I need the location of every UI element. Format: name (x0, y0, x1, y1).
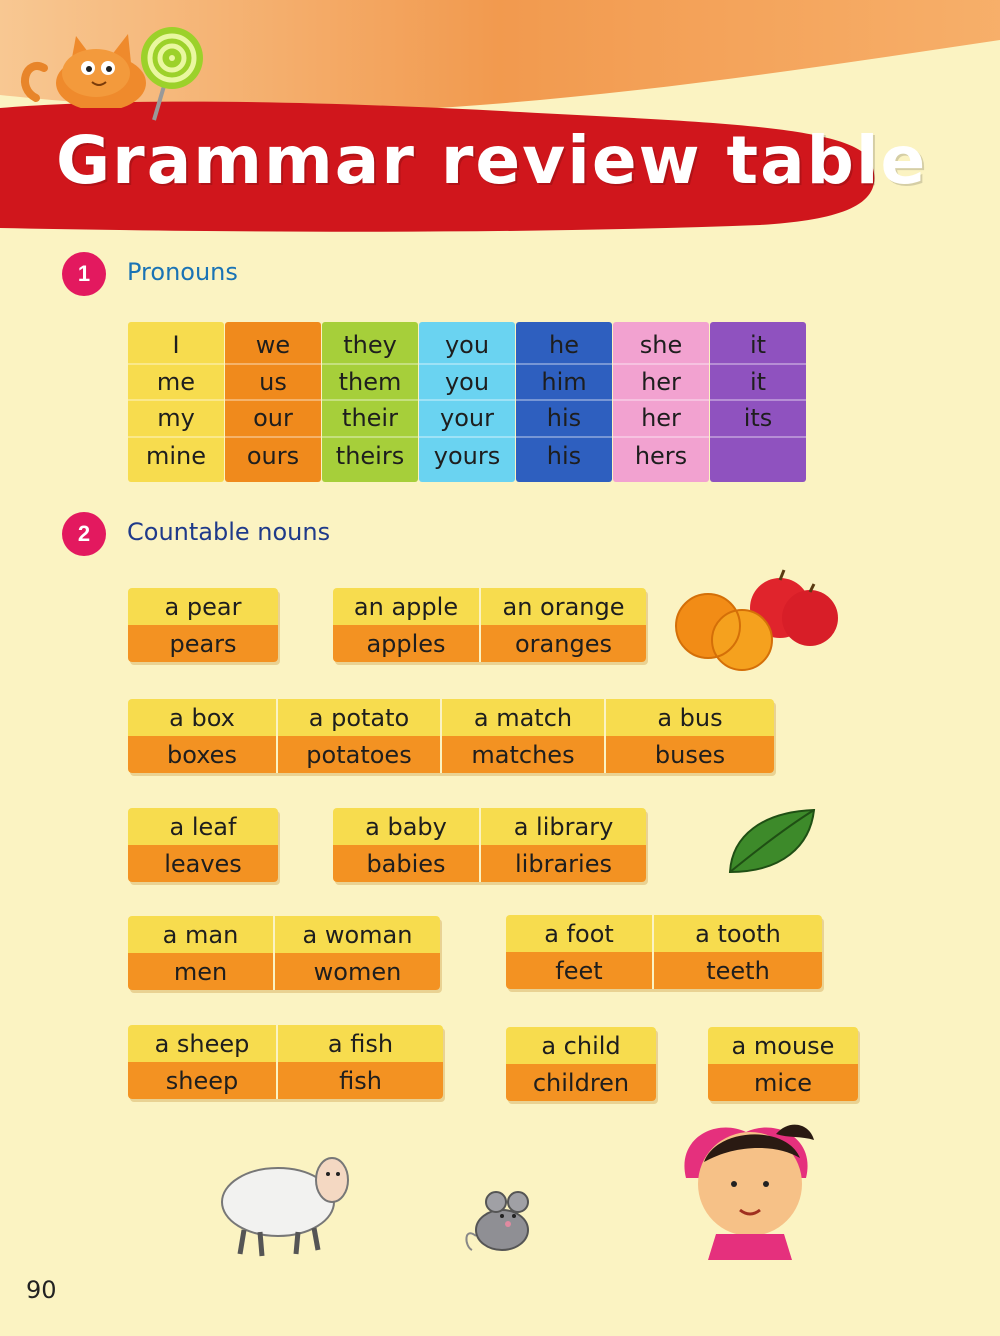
singular-noun: a match (442, 699, 604, 736)
noun-pair (506, 915, 654, 989)
noun-group (506, 1027, 656, 1101)
pronoun-cell: me (128, 365, 224, 402)
pronoun-column (516, 322, 612, 482)
pronoun-column (710, 322, 806, 482)
pronoun-cell: his (546, 441, 582, 470)
pronoun-cell: us (225, 365, 321, 402)
pronoun-cell: it (710, 365, 806, 402)
singular-noun: a box (128, 699, 276, 736)
leaf-illustration (722, 806, 818, 876)
noun-pair (606, 699, 774, 773)
noun-pair (708, 1027, 858, 1101)
plural-noun: matches (442, 736, 604, 773)
section-title-pronouns: Pronouns (127, 258, 238, 286)
singular-noun: a child (506, 1027, 656, 1064)
noun-group (128, 808, 278, 882)
noun-group (128, 699, 774, 773)
plural-noun: potatoes (278, 736, 440, 773)
pronoun-cell: her (613, 401, 709, 438)
pronoun-cell: she (613, 328, 709, 365)
noun-group (708, 1027, 858, 1101)
pronoun-cell: they (322, 328, 418, 365)
singular-noun: a leaf (128, 808, 278, 845)
plural-noun: oranges (481, 625, 646, 662)
page-title: Grammar review table (56, 122, 928, 199)
singular-noun: a mouse (708, 1027, 858, 1064)
singular-noun: a woman (275, 916, 440, 953)
section-number-badge: 2 (62, 512, 106, 556)
pronoun-cell: it (710, 328, 806, 365)
plural-noun: fish (278, 1062, 443, 1099)
noun-pair (481, 808, 646, 882)
pronoun-column (225, 322, 321, 482)
pronoun-cell: his (516, 401, 612, 438)
plural-noun: children (506, 1064, 656, 1101)
pronoun-cell: mine (145, 441, 207, 470)
pronoun-cell: we (225, 328, 321, 365)
plural-noun: babies (333, 845, 479, 882)
singular-noun: an apple (333, 588, 479, 625)
pronoun-cell: its (710, 401, 806, 438)
section-title-countable-nouns: Countable nouns (127, 518, 331, 546)
plural-noun: mice (708, 1064, 858, 1101)
plural-noun: libraries (481, 845, 646, 882)
noun-pair (442, 699, 606, 773)
noun-pair (278, 1025, 443, 1099)
child-illustration (676, 1118, 822, 1260)
noun-group (506, 915, 822, 989)
pronoun-cell: theirs (335, 441, 405, 470)
singular-noun: a baby (333, 808, 479, 845)
noun-pair (278, 699, 442, 773)
pronoun-cell (710, 438, 806, 475)
plural-noun: boxes (128, 736, 276, 773)
singular-noun: a sheep (128, 1025, 276, 1062)
noun-pair (333, 588, 481, 662)
singular-noun: a fish (278, 1025, 443, 1062)
pronoun-cell: yours (433, 441, 501, 470)
singular-noun: a pear (128, 588, 278, 625)
noun-pair (654, 915, 822, 989)
singular-noun: a foot (506, 915, 652, 952)
pronoun-column (322, 322, 418, 482)
singular-noun: an orange (481, 588, 646, 625)
plural-noun: buses (606, 736, 774, 773)
pronoun-cell: I (128, 328, 224, 365)
pronoun-cell: my (128, 401, 224, 438)
noun-group (333, 808, 646, 882)
lollipop-icon (136, 26, 208, 122)
pronoun-cell: he (516, 328, 612, 365)
pronoun-cell: their (322, 401, 418, 438)
section-number-badge: 1 (62, 252, 106, 296)
noun-group (128, 916, 440, 990)
plural-noun: sheep (128, 1062, 276, 1099)
singular-noun: a tooth (654, 915, 822, 952)
noun-group (128, 1025, 443, 1099)
noun-pair (275, 916, 440, 990)
pronoun-cell: them (322, 365, 418, 402)
singular-noun: a library (481, 808, 646, 845)
noun-pair (128, 699, 278, 773)
plural-noun: teeth (654, 952, 822, 989)
page-number: 90 (26, 1276, 57, 1304)
pronoun-column (419, 322, 515, 482)
noun-pair (128, 808, 278, 882)
cat-icon (16, 28, 146, 108)
noun-pair (481, 588, 646, 662)
pronoun-column (128, 322, 224, 482)
pronoun-cell: ours (246, 441, 300, 470)
plural-noun: pears (128, 625, 278, 662)
pronoun-table (128, 322, 807, 482)
singular-noun: a bus (606, 699, 774, 736)
noun-pair (128, 1025, 278, 1099)
pronoun-cell: you (419, 328, 515, 365)
pronoun-cell: our (225, 401, 321, 438)
mouse-illustration (462, 1186, 552, 1256)
sheep-illustration (210, 1144, 360, 1260)
plural-noun: women (275, 953, 440, 990)
noun-group (128, 588, 278, 662)
noun-pair (128, 588, 278, 662)
pronoun-cell: you (419, 365, 515, 402)
noun-group (333, 588, 646, 662)
plural-noun: feet (506, 952, 652, 989)
singular-noun: a man (128, 916, 273, 953)
plural-noun: leaves (128, 845, 278, 882)
fruit-illustration (672, 568, 842, 672)
pronoun-column (613, 322, 709, 482)
pronoun-cell: her (613, 365, 709, 402)
pronoun-cell: your (419, 401, 515, 438)
noun-pair (333, 808, 481, 882)
plural-noun: apples (333, 625, 479, 662)
plural-noun: men (128, 953, 273, 990)
pronoun-cell: him (516, 365, 612, 402)
noun-pair (506, 1027, 656, 1101)
pronoun-cell: hers (634, 441, 688, 470)
noun-pair (128, 916, 275, 990)
singular-noun: a potato (278, 699, 440, 736)
